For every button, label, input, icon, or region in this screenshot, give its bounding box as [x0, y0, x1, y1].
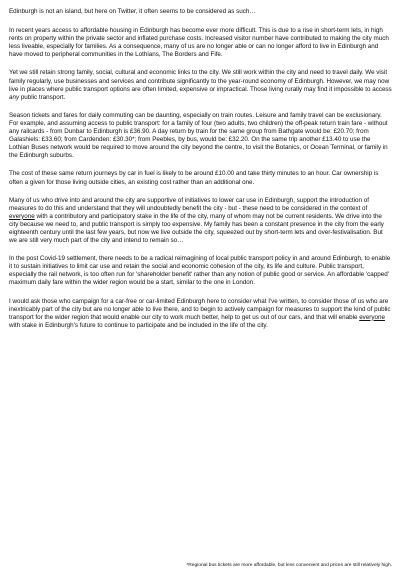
intro-line: Edinburgh is not an island, but here on Twitter, it often seems to be considered as such…: [9, 8, 256, 15]
paragraph-links-text-b: public transport.: [19, 93, 66, 101]
paragraph-initiatives: [9, 197, 392, 246]
paragraph-car-cost: The cost of these same return journeys by car in fuel is likely to be around £10.00 and take thirty minutes to an hour. Car ownership is often a given for those living outside cities, an existing cost rather than an additional one.: [9, 170, 379, 186]
paragraph-fares: Season tickets and fares for daily commuting can be daunting, especially on train routes. Leisure and family travel can be exclusionary. For example, and assuming access to public transport: for a family of four (two adults, two children) the off-peak return train fare - without any railcards - from Dunbar to Edinburgh is £36.90. A day return by train for the same group from Bathgate would be: £20.70; from Galashiels: £33.60; from Cardenden: £30.30*; from Peebles, by bus, would be: £32.20. On the same trip another £13.40 to use the Lothian Buses network would be required to move around the city beyond the centre, to visit the Botanics, or Ocean Terminal, or family in the Edinburgh suburbs.: [9, 111, 388, 160]
paragraph-appeal-text-b: with stake in Edinburgh's future to continue to participate and be included in the life of the city.: [9, 321, 268, 329]
paragraph-initiatives-text-b: with a contributory and participatory stake in the life of the city, many of whom may not be current residents. We drive into the city because we need to, and public transport is simply too expensive. My family has been a constant presence in the city from the early eighteenth century until the last few years, but now we live outside the city, squeezed out by short-term lets and over-festivalisation. But we are still very much part of the city and intend to remain so…: [9, 212, 384, 245]
underlined-everyone-2: everyone: [359, 313, 385, 321]
paragraph-appeal-text-a: I would ask those who campaign for a car-free or car-limited Edinburgh here to consider what I've written, to consider those of us who are inextricably part of the city but are no longer able to live there, and to begin to actively campaign for measures to support the kind of public transport for the wider region that would enable our city to work much better, help to get us out of our cars, and that will enable: [9, 297, 391, 321]
paragraph-links-text-a: Yet we still retain strong family, social, cultural and economic links to the city. We still work within the city and need to travel daily. We visit family regularly, use businesses and services and contribute significantly to the year-round economy of Edinburgh. However, we may now live in places where public transport options are often limited, expensive or impractical. Those living rurally may find it impossible to access: [9, 69, 392, 93]
footnote: *Regional bus tickets are more affordable, but less convenient and prices are still relatively high.: [186, 563, 392, 568]
emphasis-any: any: [9, 93, 20, 101]
paragraph-appeal: [9, 298, 392, 330]
paragraph-links: [9, 69, 392, 101]
underlined-everyone: everyone: [9, 212, 35, 220]
paragraph-covid-settlement: In the post Covid-19 settlement, there needs to be a radical reimagining of local public transport policy in and around Edinburgh, to enable it to sustain initiatives to limit car use and retain the social and economic cohesion of the city, its life and culture. Public transport, especially the rail network, is too often run for 'shareholder benefit' rather than any notion of public good or service. An affordable 'capped' maximum daily fare within the wider region would be a start, similar to the one in London.: [9, 255, 391, 287]
paragraph-initiatives-text-a: Many of us who drive into and around the city are supportive of initiatives to lower car use in Edinburgh, support the introduction of measures to do this and understand that they will undoubtedly benefit the city - but - these need to be considered in the context of: [9, 196, 369, 212]
paragraph-housing: In recent years access to affordable housing in Edinburgh has become ever more difficult. This is due to a rise in short-term lets, in high rents on property within the private sector and inflated purchase costs. Increased visitor number have contributed to making the city much less liveable, especially for families. As a consequence, many of us are no longer able or can no longer afford to live in Edinburgh and have moved to peripheral communities in the Lothians, The Borders and Fife.: [9, 27, 389, 59]
